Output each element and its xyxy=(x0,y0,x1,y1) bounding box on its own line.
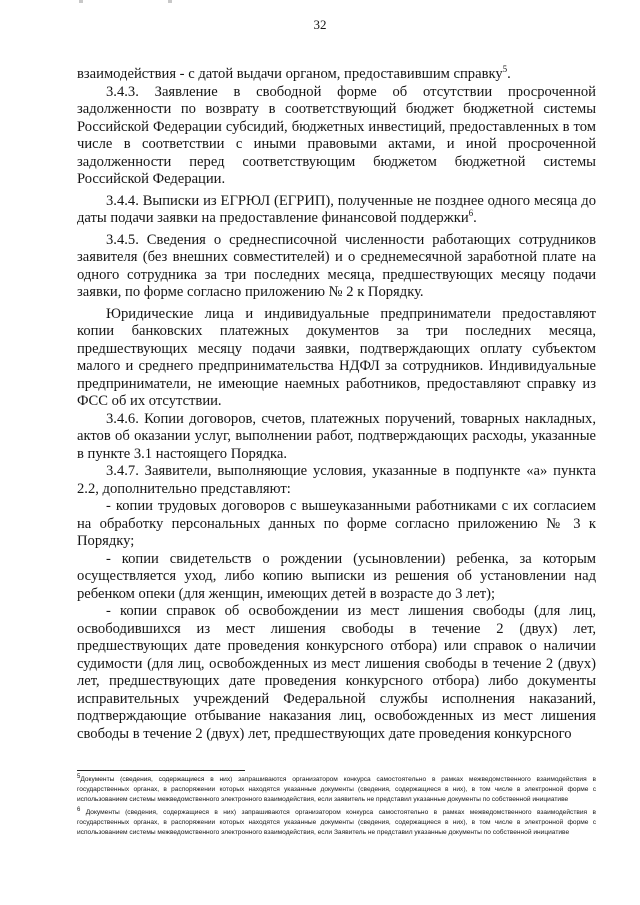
page-number: 32 xyxy=(313,17,327,32)
footnotes xyxy=(77,775,596,841)
footnote-ref: 5 xyxy=(502,64,508,75)
list-item: - копии справок об освобождении из мест лишения свободы (для лиц, освободившихся из мест лишения свободы в течение 2 (двух) лет, предшествующих дате проведения конкурсного отбора) или справок о наличии судимости (для лиц, освобожденных из мест лишения свободы в течение 2 (двух) лет, предшествующих дате проведения конкурсного отбора) либо документы исправительных учреждений Федеральной службы исполнения наказаний, подтверждающие отбывание наказания лиц, освобожденных из мест лишения свободы в течение 2 (двух) лет, предшествующих дате проведения конкурсного xyxy=(77,603,596,742)
paragraph: 3.4.7. Заявители, выполняющие условия, указанные в подпункте «а» пункта 2.2, дополнительно представляют: xyxy=(77,463,596,497)
footnote: 5Документы (сведения, содержащиеся в них) запрашиваются организатором конкурса самостоятельно в рамках межведомственного взаимодействия в государственных органах, в распоряжении которых находятся указанные документы (сведения, содержащиеся в них), в том числе в электронной форме с использованием системы межведомственного электронного взаимодействия, если заявитель не представил указанные документы по собственной инициативе xyxy=(77,773,596,803)
paragraph: Юридические лица и индивидуальные предприниматели предоставляют копии банковских платежных документов за три последних месяца, предшествующих месяцу подачи заявки, подтверждающих оплату субъектом малого и среднего предпринимательства НДФЛ за сотрудников. Индивидуальные предприниматели, не имеющие наемных работников, предоставляют справку из ФСС об их отсутствии. xyxy=(77,305,596,409)
list-item: - копии свидетельств о рождении (усыновлении) ребенка, за которым осуществляется уход, либо копию выписки из решения об установлении над ребенком опеки (для женщин, имеющих детей в возрасте до 3 лет); xyxy=(77,550,596,602)
footnote-divider xyxy=(77,770,245,771)
paragraph: взаимодействия - с датой выдачи органом, предоставившим справку$^5$. xyxy=(77,64,511,82)
document-body xyxy=(77,66,596,743)
footnote: 6 Документы (сведения, содержащиеся в них) запрашиваются организатором конкурса самостоятельно в рамках межведомственного взаимодействия в государственных органах, в распоряжении которых находятся указанные документы (сведения, содержащиеся в них), в том числе в электронной форме с использованием системы межведомственного электронного взаимодействия, если Заявитель не представил указанные документы по собственной инициативе xyxy=(77,806,596,836)
footnote-ref: 6 xyxy=(468,208,474,219)
list-item: - копии трудовых договоров с вышеуказанными работниками с их согласием на обработку персональных данных по форме согласно приложению № 3 к Порядку; xyxy=(77,498,596,549)
paragraph: 3.4.6. Копии договоров, счетов, платежных поручений, товарных накладных, актов об оказании услуг, выполнении работ, подтверждающих расходы, указанные в пункте 3.1 настоящего Порядка. xyxy=(77,410,596,462)
paragraph: 3.4.3. Заявление в свободной форме об отсутствии просроченной задолженности по возврату в соответствующий бюджет бюджетной системы Российской Федерации субсидий, бюджетных инвестиций, предоставленных в том числе в соответствии с иными правовыми актами, и иной просроченной задолженности перед соответствующим бюджетом бюджетной системы Российской Федерации. xyxy=(77,83,596,187)
paragraph: 3.4.4. Выписки из ЕГРЮЛ (ЕГРИП), полученные не позднее одного месяца до даты подачи заявки на предоставление финансовой поддержки$^6$. xyxy=(77,192,596,226)
scan-mark xyxy=(79,0,83,3)
scan-mark xyxy=(168,0,172,3)
paragraph: 3.4.5. Сведения о среднесписочной численности работающих сотрудников заявителя (без внешних совместителей) и о среднемесячной заработной плате на одного сотрудника за три последних месяца, предшествующих месяцу подачи заявки, по форме согласно приложению № 2 к Порядку. xyxy=(77,231,596,300)
